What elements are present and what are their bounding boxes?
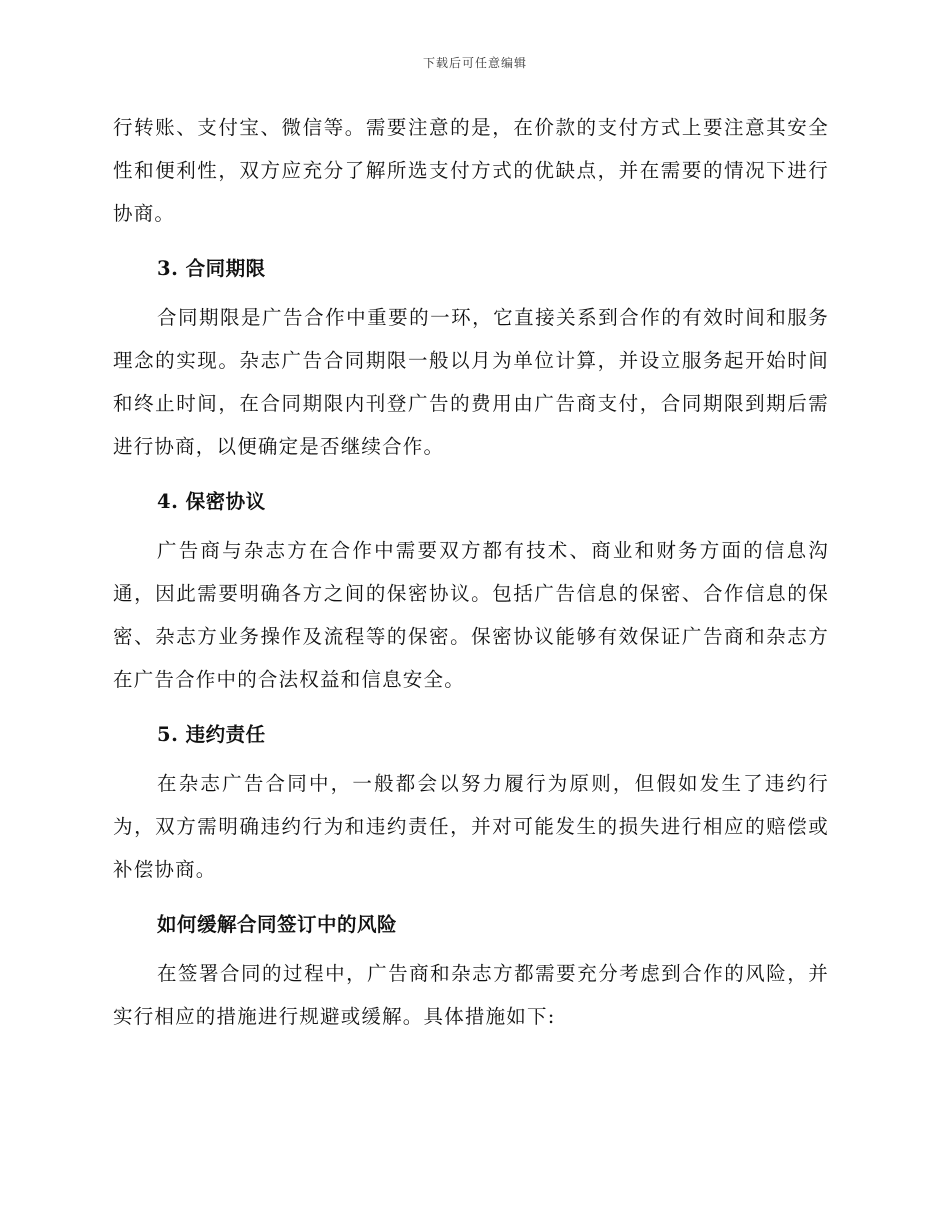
paragraph-payment-continued: 行转账、支付宝、微信等。需要注意的是，在价款的支付方式上要注意其安全性和便利性，双方应充分了解所选支付方式的优缺点，并在需要的情况下进行协商。 <box>113 116 829 225</box>
paragraph-breach-liability: 在杂志广告合同中，一般都会以努力履行为原则，但假如发生了违约行为，双方需明确违约行为和违约责任，并对可能发生的损失进行相应的赔偿或补偿协商。 <box>113 772 829 881</box>
section-heading-breach-liability: 5. 违约责任 <box>157 723 266 746</box>
document-body <box>113 106 829 1038</box>
section-heading-contract-term: 3. 合同期限 <box>157 257 266 280</box>
paragraph-risk-mitigation: 在签署合同的过程中，广告商和杂志方都需要充分考虑到合作的风险，并实行相应的措施进行规避或缓解。具体措施如下: <box>113 962 829 1028</box>
section-heading-risk-mitigation: 如何缓解合同签订中的风险 <box>157 913 398 936</box>
page-header: 下载后可任意编辑 <box>422 56 527 70</box>
paragraph-contract-term: 合同期限是广告合作中重要的一环，它直接关系到合作的有效时间和服务理念的实现。杂志广告合同期限一般以月为单位计算，并设立服务起开始时间和终止时间，在合同期限内刊登广告的费用由广告商支付，合同期限到期后需进行协商，以便确定是否继续合作。 <box>113 306 829 458</box>
paragraph-confidentiality: 广告商与杂志方在合作中需要双方都有技术、商业和财务方面的信息沟通，因此需要明确各方之间的保密协议。包括广告信息的保密、合作信息的保密、杂志方业务操作及流程等的保密。保密协议能够有效保证广告商和杂志方在广告合作中的合法权益和信息安全。 <box>113 539 829 691</box>
section-heading-confidentiality: 4. 保密协议 <box>157 490 266 513</box>
